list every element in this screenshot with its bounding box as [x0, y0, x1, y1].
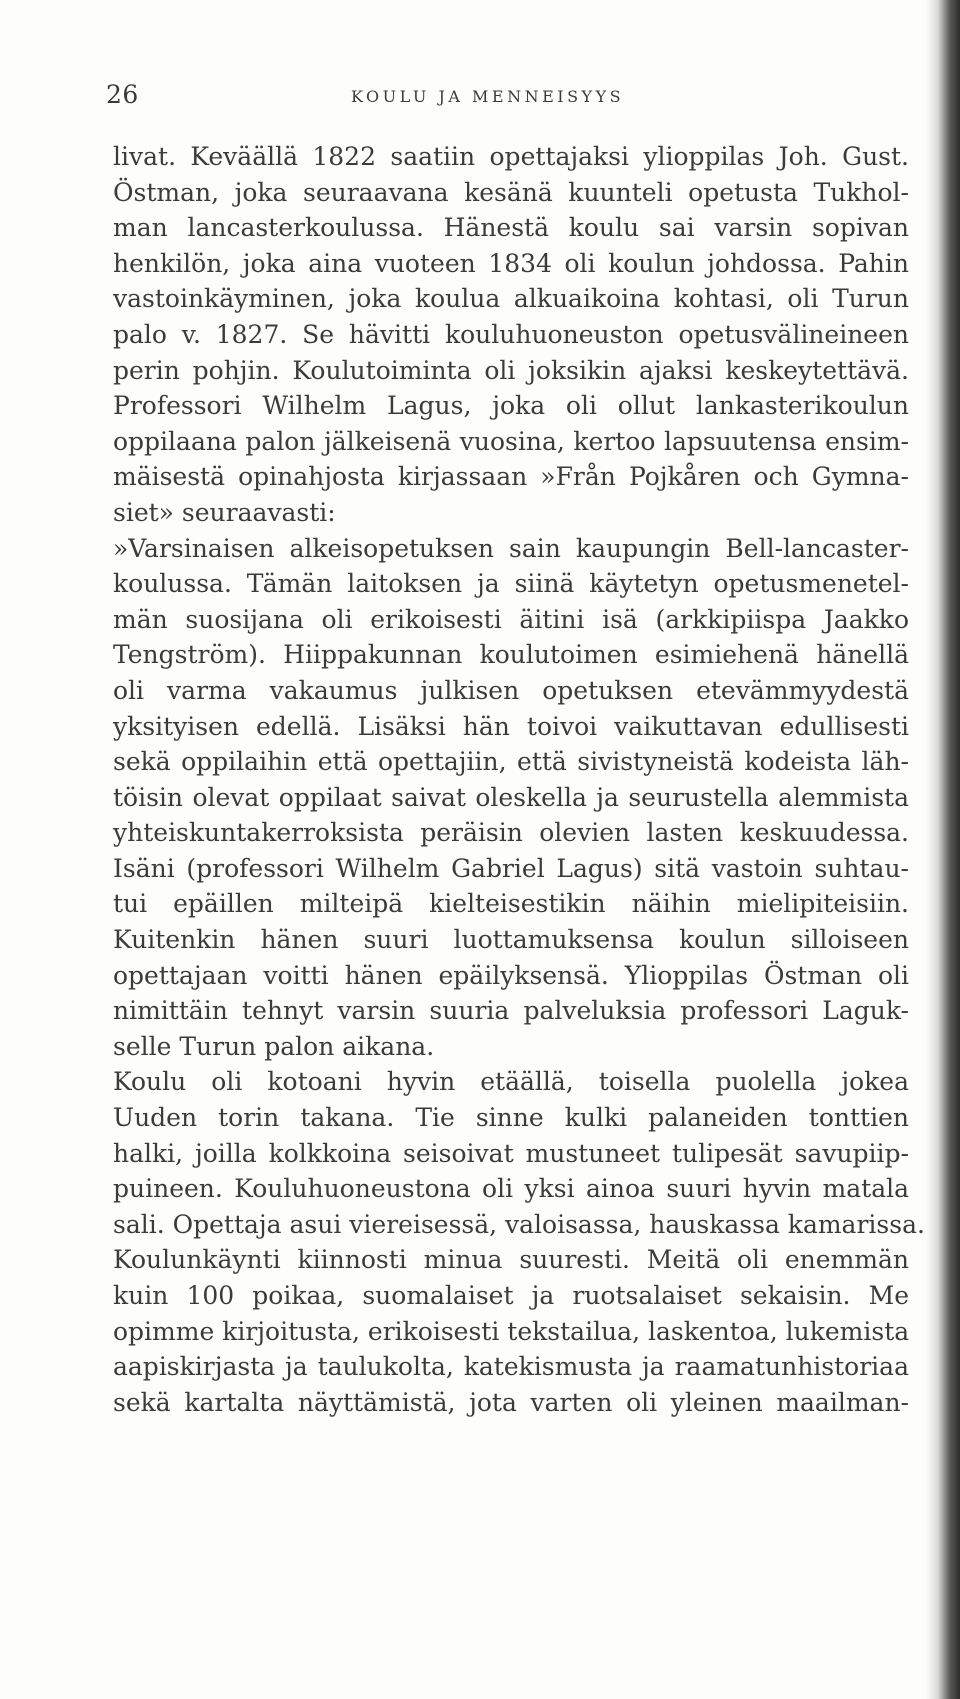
running-head: KOULU JA MENNEISYYS: [351, 87, 625, 106]
text-line: puineen. Kouluhuoneustona oli yksi ainoa suuri hyvin matala: [113, 1174, 909, 1204]
text-line: Tengström). Hiippakunnan koulutoimen esimiehenä hänellä: [113, 640, 909, 670]
text-line: selle Turun palon aikana.: [113, 1031, 435, 1061]
text-line: perin pohjin. Koulutoiminta oli joksikin ajaksi keskeytettävä.: [113, 355, 909, 385]
text-line: palo v. 1827. Se hävitti kouluhuoneuston opetusvälineineen: [113, 319, 909, 349]
text-line: Isäni (professori Wilhelm Gabriel Lagus) sitä vastoin suhtau-: [113, 853, 909, 883]
text-line: oppilaana palon jälkeisenä vuosina, kertoo lapsuutensa ensim-: [113, 426, 909, 456]
page-edge-shadow: [926, 0, 960, 1699]
text-line: Uuden torin takana. Tie sinne kulki palaneiden tonttien: [113, 1103, 909, 1133]
text-line: siet» seuraavasti:: [113, 497, 336, 527]
text-line: opimme kirjoitusta, erikoisesti tekstailua, laskentoa, lukemista: [113, 1316, 910, 1346]
text-line: män suosijana oli erikoisesti äitini isä (arkkipiispa Jaakko: [113, 604, 909, 634]
text-line: halki, joilla kolkkoina seisoivat mustuneet tulipesät savupiip-: [113, 1138, 909, 1168]
body-text: [113, 139, 925, 1420]
text-line: opettajaan voitti hänen epäilyksensä. Ylioppilas Östman oli: [113, 960, 909, 990]
text-line: Koulu oli kotoani hyvin etäällä, toisella puolella jokea: [113, 1067, 909, 1097]
text-line: aapiskirjasta ja taulukolta, katekismusta ja raamatunhistoriaa: [113, 1352, 909, 1382]
text-line: yhteiskuntakerroksista peräisin olevien lasten keskuudessa.: [113, 818, 909, 848]
text-line: Professori Wilhelm Lagus, joka oli ollut lankasterikoulun: [113, 391, 909, 421]
text-line: Koulunkäynti kiinnosti minua suuresti. Meitä oli enemmän: [113, 1245, 909, 1275]
text-line: Östman, joka seuraavana kesänä kuunteli opetusta Tukhol-: [113, 177, 909, 207]
text-line: sekä oppilaihin että opettajiin, että sivistyneistä kodeista läh-: [113, 747, 909, 777]
page-number: 26: [106, 80, 139, 109]
text-line: livat. Keväällä 1822 saatiin opettajaksi ylioppilas Joh. Gust.: [113, 142, 909, 171]
text-line: sekä kartalta näyttämistä, jota varten oli yleinen maailman-: [113, 1387, 909, 1417]
text-line: man lancasterkoulussa. Hänestä koulu sai varsin sopivan: [113, 213, 909, 243]
text-line: nimittäin tehnyt varsin suuria palveluksia professori Laguk-: [113, 996, 909, 1026]
text-line: yksityisen edellä. Lisäksi hän toivoi vaikuttavan edullisesti: [113, 711, 909, 741]
text-line: töisin olevat oppilaat saivat oleskella ja seurustella alemmista: [113, 782, 909, 812]
text-line: oli varma vakaumus julkisen opetuksen etevämmyydestä: [113, 675, 909, 705]
text-line: tui epäillen milteipä kielteisestikin näihin mielipiteisiin.: [113, 889, 909, 919]
text-line: vastoinkäyminen, joka koulua alkuaikoina kohtasi, oli Turun: [113, 284, 909, 314]
text-line: mäisestä opinahjosta kirjassaan »Från Pojkåren och Gymna-: [113, 462, 909, 492]
text-line: Kuitenkin hänen suuri luottamuksensa koulun silloiseen: [113, 925, 909, 955]
page-header: [106, 80, 916, 120]
text-line: koulussa. Tämän laitoksen ja siinä käytetyn opetusmenetel-: [113, 569, 909, 599]
text-line: sali. Opettaja asui viereisessä, valoisassa, hauskassa kamarissa.: [113, 1209, 925, 1239]
text-line: henkilön, joka aina vuoteen 1834 oli koulun johdossa. Pahin: [113, 248, 909, 278]
text-line: »Varsinaisen alkeisopetuksen sain kaupungin Bell-lancaster-: [113, 533, 909, 563]
text-line: kuin 100 poikaa, suomalaiset ja ruotsalaiset sekaisin. Me: [113, 1281, 909, 1310]
